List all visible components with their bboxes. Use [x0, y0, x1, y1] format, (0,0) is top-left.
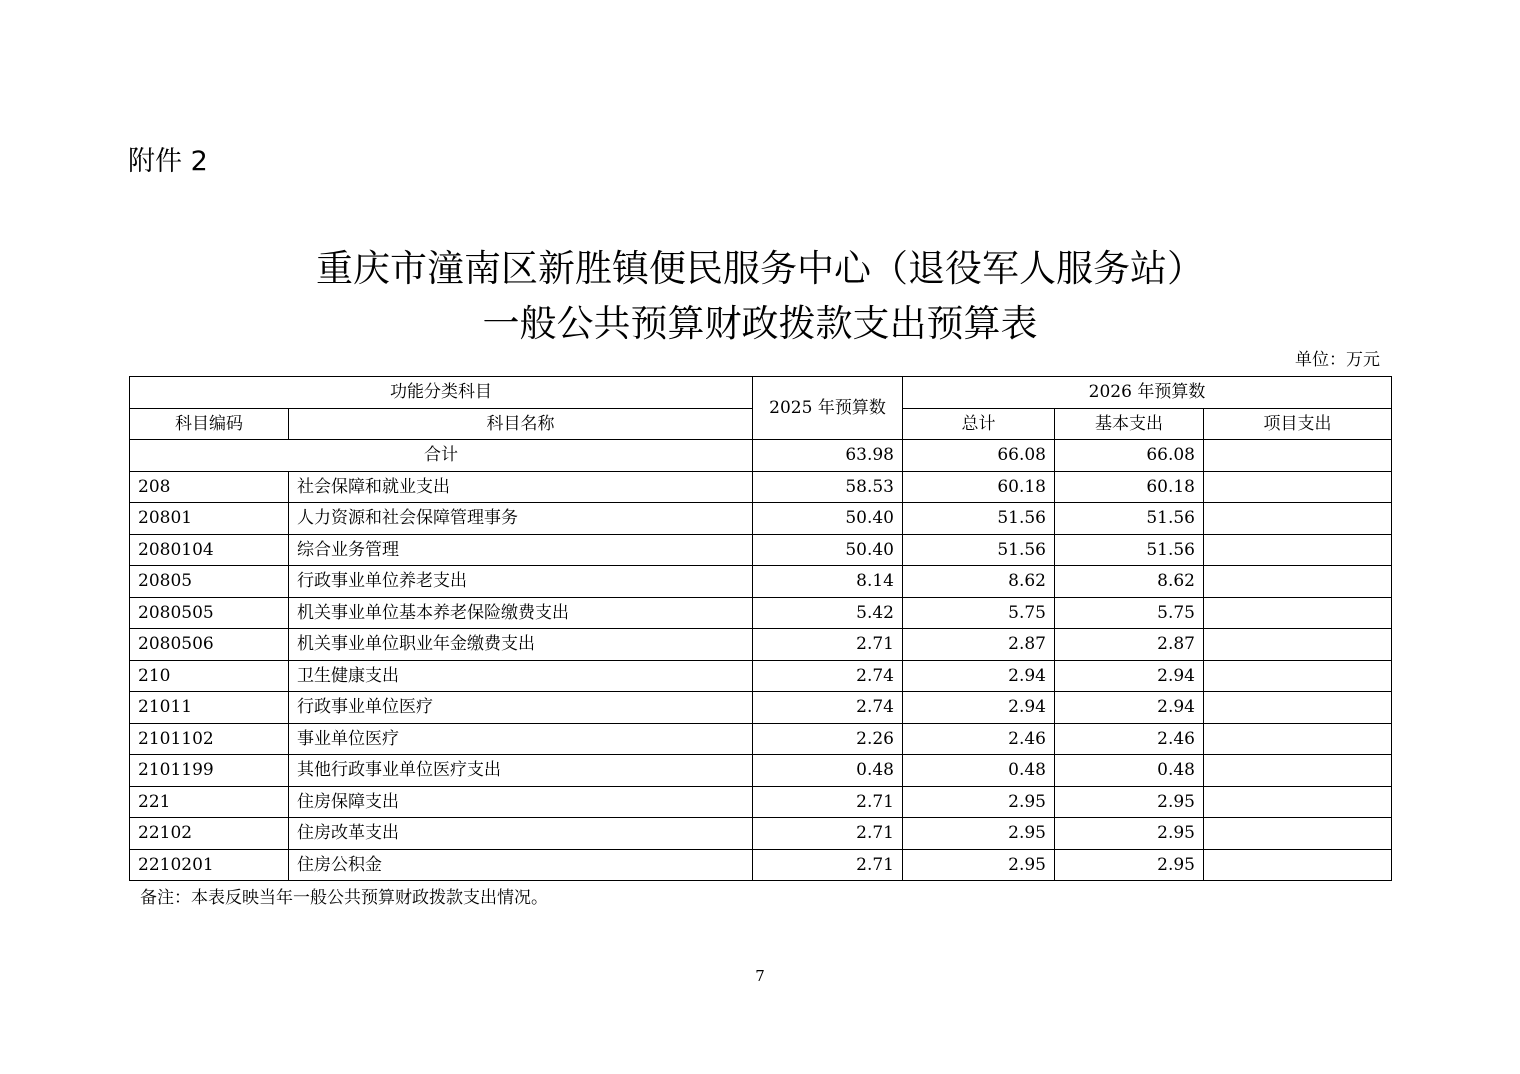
budget-2026-total-value: 2.94: [903, 692, 1055, 724]
budget-2025-value: 2.74: [753, 692, 903, 724]
subject-code: 221: [130, 786, 289, 818]
header-row-1: [130, 377, 1392, 409]
budget-2026-project-value: [1204, 692, 1392, 724]
subject-name: 住房保障支出: [289, 786, 753, 818]
budget-2026-total-value: 2.95: [903, 849, 1055, 881]
table-note: 备注：本表反映当年一般公共预算财政拨款支出情况。: [140, 888, 548, 908]
header-func-category: 功能分类科目: [130, 377, 753, 409]
header-budget-2025: 2025 年预算数: [753, 377, 903, 440]
budget-2025-value: 2.71: [753, 818, 903, 850]
document-title-line1: 重庆市潼南区新胜镇便民服务中心（退役军人服务站）: [316, 247, 1204, 290]
subject-name: 行政事业单位医疗: [289, 692, 753, 724]
table-row: [130, 692, 1392, 724]
budget-2025-value: 8.14: [753, 566, 903, 598]
table-row: [130, 660, 1392, 692]
header-total: 总计: [903, 408, 1055, 440]
budget-2026-project-value: [1204, 471, 1392, 503]
header-project: 项目支出: [1204, 408, 1392, 440]
total-2025: 63.98: [753, 440, 903, 472]
budget-2026-basic-value: 60.18: [1055, 471, 1204, 503]
budget-2025-value: 5.42: [753, 597, 903, 629]
budget-2025-value: 50.40: [753, 503, 903, 535]
table-row: [130, 755, 1392, 787]
budget-2025-value: 2.74: [753, 660, 903, 692]
subject-name: 住房改革支出: [289, 818, 753, 850]
subject-code: 2080505: [130, 597, 289, 629]
budget-2026-total-value: 2.94: [903, 660, 1055, 692]
budget-2026-total-value: 2.95: [903, 818, 1055, 850]
budget-2025-value: 2.26: [753, 723, 903, 755]
document-title-line2: 一般公共预算财政拨款支出预算表: [482, 302, 1038, 345]
budget-2026-basic-value: 2.95: [1055, 849, 1204, 881]
table-row: [130, 597, 1392, 629]
subject-code: 21011: [130, 692, 289, 724]
budget-2026-basic-value: 2.95: [1055, 786, 1204, 818]
budget-2026-total-value: 5.75: [903, 597, 1055, 629]
table-row: [130, 503, 1392, 535]
budget-2026-basic-value: 5.75: [1055, 597, 1204, 629]
budget-2026-basic-value: 51.56: [1055, 534, 1204, 566]
budget-2026-project-value: [1204, 597, 1392, 629]
subject-name: 行政事业单位养老支出: [289, 566, 753, 598]
subject-code: 208: [130, 471, 289, 503]
subject-code: 2080506: [130, 629, 289, 661]
budget-2025-value: 2.71: [753, 786, 903, 818]
attachment-label: 附件 2: [128, 146, 208, 177]
budget-2026-project-value: [1204, 660, 1392, 692]
subject-code: 2101199: [130, 755, 289, 787]
budget-2026-basic-value: 2.94: [1055, 660, 1204, 692]
table-row: [130, 534, 1392, 566]
unit-label: 单位：万元: [1295, 350, 1380, 370]
subject-name: 其他行政事业单位医疗支出: [289, 755, 753, 787]
subject-name: 人力资源和社会保障管理事务: [289, 503, 753, 535]
total-label: 合计: [130, 440, 753, 472]
budget-2026-basic-value: 2.46: [1055, 723, 1204, 755]
subject-name: 综合业务管理: [289, 534, 753, 566]
budget-2026-project-value: [1204, 786, 1392, 818]
budget-2026-basic-value: 2.94: [1055, 692, 1204, 724]
budget-2026-basic-value: 2.87: [1055, 629, 1204, 661]
budget-2026-project-value: [1204, 818, 1392, 850]
table-row: [130, 471, 1392, 503]
budget-2025-value: 58.53: [753, 471, 903, 503]
budget-2026-project-value: [1204, 534, 1392, 566]
budget-2025-value: 2.71: [753, 849, 903, 881]
subject-code: 20801: [130, 503, 289, 535]
subject-name: 社会保障和就业支出: [289, 471, 753, 503]
budget-2026-basic-value: 8.62: [1055, 566, 1204, 598]
budget-2026-total-value: 2.87: [903, 629, 1055, 661]
total-2026-project: [1204, 440, 1392, 472]
header-name: 科目名称: [289, 408, 753, 440]
budget-2026-project-value: [1204, 566, 1392, 598]
header-basic: 基本支出: [1055, 408, 1204, 440]
subject-code: 2210201: [130, 849, 289, 881]
budget-2026-total-value: 8.62: [903, 566, 1055, 598]
header-budget-2026: 2026 年预算数: [903, 377, 1392, 409]
budget-2026-project-value: [1204, 723, 1392, 755]
table-row: [130, 786, 1392, 818]
total-row: [130, 440, 1392, 472]
table-row: [130, 629, 1392, 661]
subject-code: 20805: [130, 566, 289, 598]
subject-code: 2101102: [130, 723, 289, 755]
subject-name: 机关事业单位职业年金缴费支出: [289, 629, 753, 661]
budget-2026-basic-value: 0.48: [1055, 755, 1204, 787]
budget-2026-total-value: 2.46: [903, 723, 1055, 755]
subject-name: 卫生健康支出: [289, 660, 753, 692]
subject-code: 22102: [130, 818, 289, 850]
subject-code: 210: [130, 660, 289, 692]
subject-name: 机关事业单位基本养老保险缴费支出: [289, 597, 753, 629]
table-row: [130, 723, 1392, 755]
subject-name: 住房公积金: [289, 849, 753, 881]
page-number: 7: [755, 967, 765, 985]
subject-name: 事业单位医疗: [289, 723, 753, 755]
budget-table: [129, 376, 1392, 881]
budget-2025-value: 0.48: [753, 755, 903, 787]
budget-2026-basic-value: 51.56: [1055, 503, 1204, 535]
budget-2026-total-value: 2.95: [903, 786, 1055, 818]
table-row: [130, 818, 1392, 850]
budget-2026-total-value: 60.18: [903, 471, 1055, 503]
budget-2026-total-value: 51.56: [903, 534, 1055, 566]
budget-2026-total-value: 0.48: [903, 755, 1055, 787]
header-code: 科目编码: [130, 408, 289, 440]
subject-code: 2080104: [130, 534, 289, 566]
total-2026-basic: 66.08: [1055, 440, 1204, 472]
budget-2026-project-value: [1204, 629, 1392, 661]
budget-2026-project-value: [1204, 503, 1392, 535]
table-row: [130, 849, 1392, 881]
budget-2026-total-value: 51.56: [903, 503, 1055, 535]
total-2026-total: 66.08: [903, 440, 1055, 472]
budget-2025-value: 50.40: [753, 534, 903, 566]
table-row: [130, 566, 1392, 598]
budget-2026-basic-value: 2.95: [1055, 818, 1204, 850]
budget-2026-project-value: [1204, 849, 1392, 881]
budget-2025-value: 2.71: [753, 629, 903, 661]
budget-2026-project-value: [1204, 755, 1392, 787]
